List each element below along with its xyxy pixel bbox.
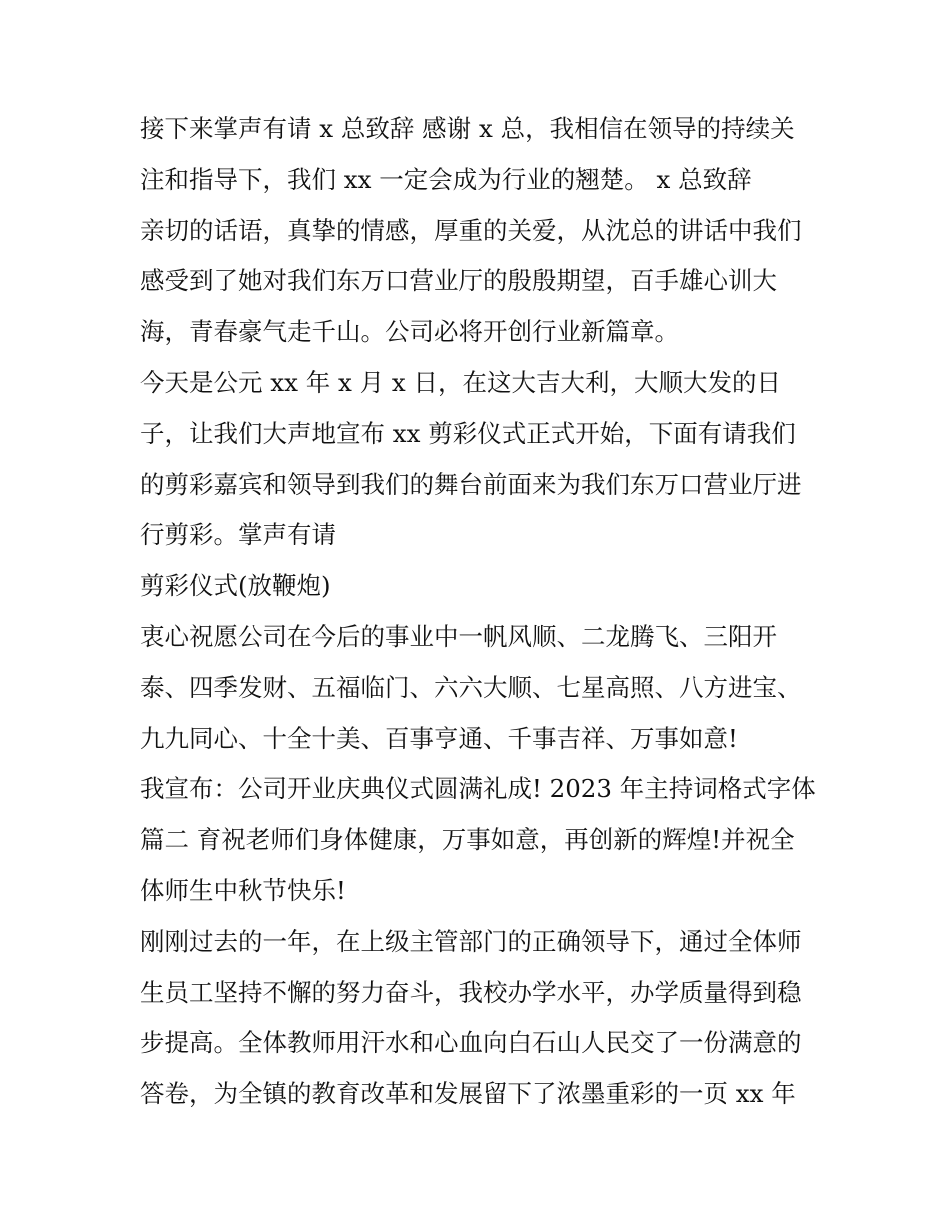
text-line: 答卷，为全镇的教育改革和发展留下了浓墨重彩的一页 xx 年 bbox=[140, 1079, 796, 1109]
text-line: 行剪彩。掌声有请 bbox=[140, 520, 336, 550]
text-line: 海，青春豪气走千山。公司必将开创行业新篇章。 bbox=[140, 317, 679, 347]
text-line: 亲切的话语，真挚的情感，厚重的关爱，从沈总的讲话中我们 bbox=[140, 215, 802, 245]
text-line: 篇二 育祝老师们身体健康，万事如意，再创新的辉煌!并祝全 bbox=[140, 825, 795, 855]
text-line: 九九同心、十全十美、百事亨通、千事吉祥、万事如意! bbox=[140, 723, 738, 753]
text-line: 感受到了她对我们东万口营业厅的殷殷期望，百手雄心训大 bbox=[140, 266, 777, 296]
text-line: 体师生中秋节快乐! bbox=[140, 875, 346, 905]
text-line: 子，让我们大声地宣布 xx 剪彩仪式正式开始，下面有请我们 bbox=[140, 418, 796, 448]
text-line: 注和指导下，我们 xx 一定会成为行业的翘楚。 x 总致辞 bbox=[140, 164, 752, 194]
text-line: 步提高。全体教师用汗水和心血向白石山人民交了一份满意的 bbox=[140, 1028, 802, 1058]
section-heading: 剪彩仪式(放鞭炮) bbox=[140, 571, 331, 601]
text-line: 衷心祝愿公司在今后的事业中一帆风顺、二龙腾飞、三阳开 bbox=[140, 621, 777, 651]
text-line: 接下来掌声有请 x 总致辞 感谢 x 总，我相信在领导的持续关 bbox=[140, 114, 795, 143]
text-line: 泰、四季发财、五福临门、六六大顺、七星高照、八方进宝、 bbox=[140, 672, 802, 702]
text-line: 刚刚过去的一年，在上级主管部门的正确领导下，通过全体师 bbox=[140, 926, 802, 956]
text-line: 我宣布：公司开业庆典仪式圆满礼成! 2023 年主持词格式字体 bbox=[140, 774, 816, 804]
text-line: 的剪彩嘉宾和领导到我们的舞台前面来为我们东万口营业厅进 bbox=[140, 469, 802, 499]
document-body bbox=[140, 104, 820, 1120]
text-line: 今天是公元 xx 年 x 月 x 日，在这大吉大利，大顺大发的日 bbox=[140, 367, 781, 397]
text-line: 生员工坚持不懈的努力奋斗，我校办学水平，办学质量得到稳 bbox=[140, 977, 802, 1007]
